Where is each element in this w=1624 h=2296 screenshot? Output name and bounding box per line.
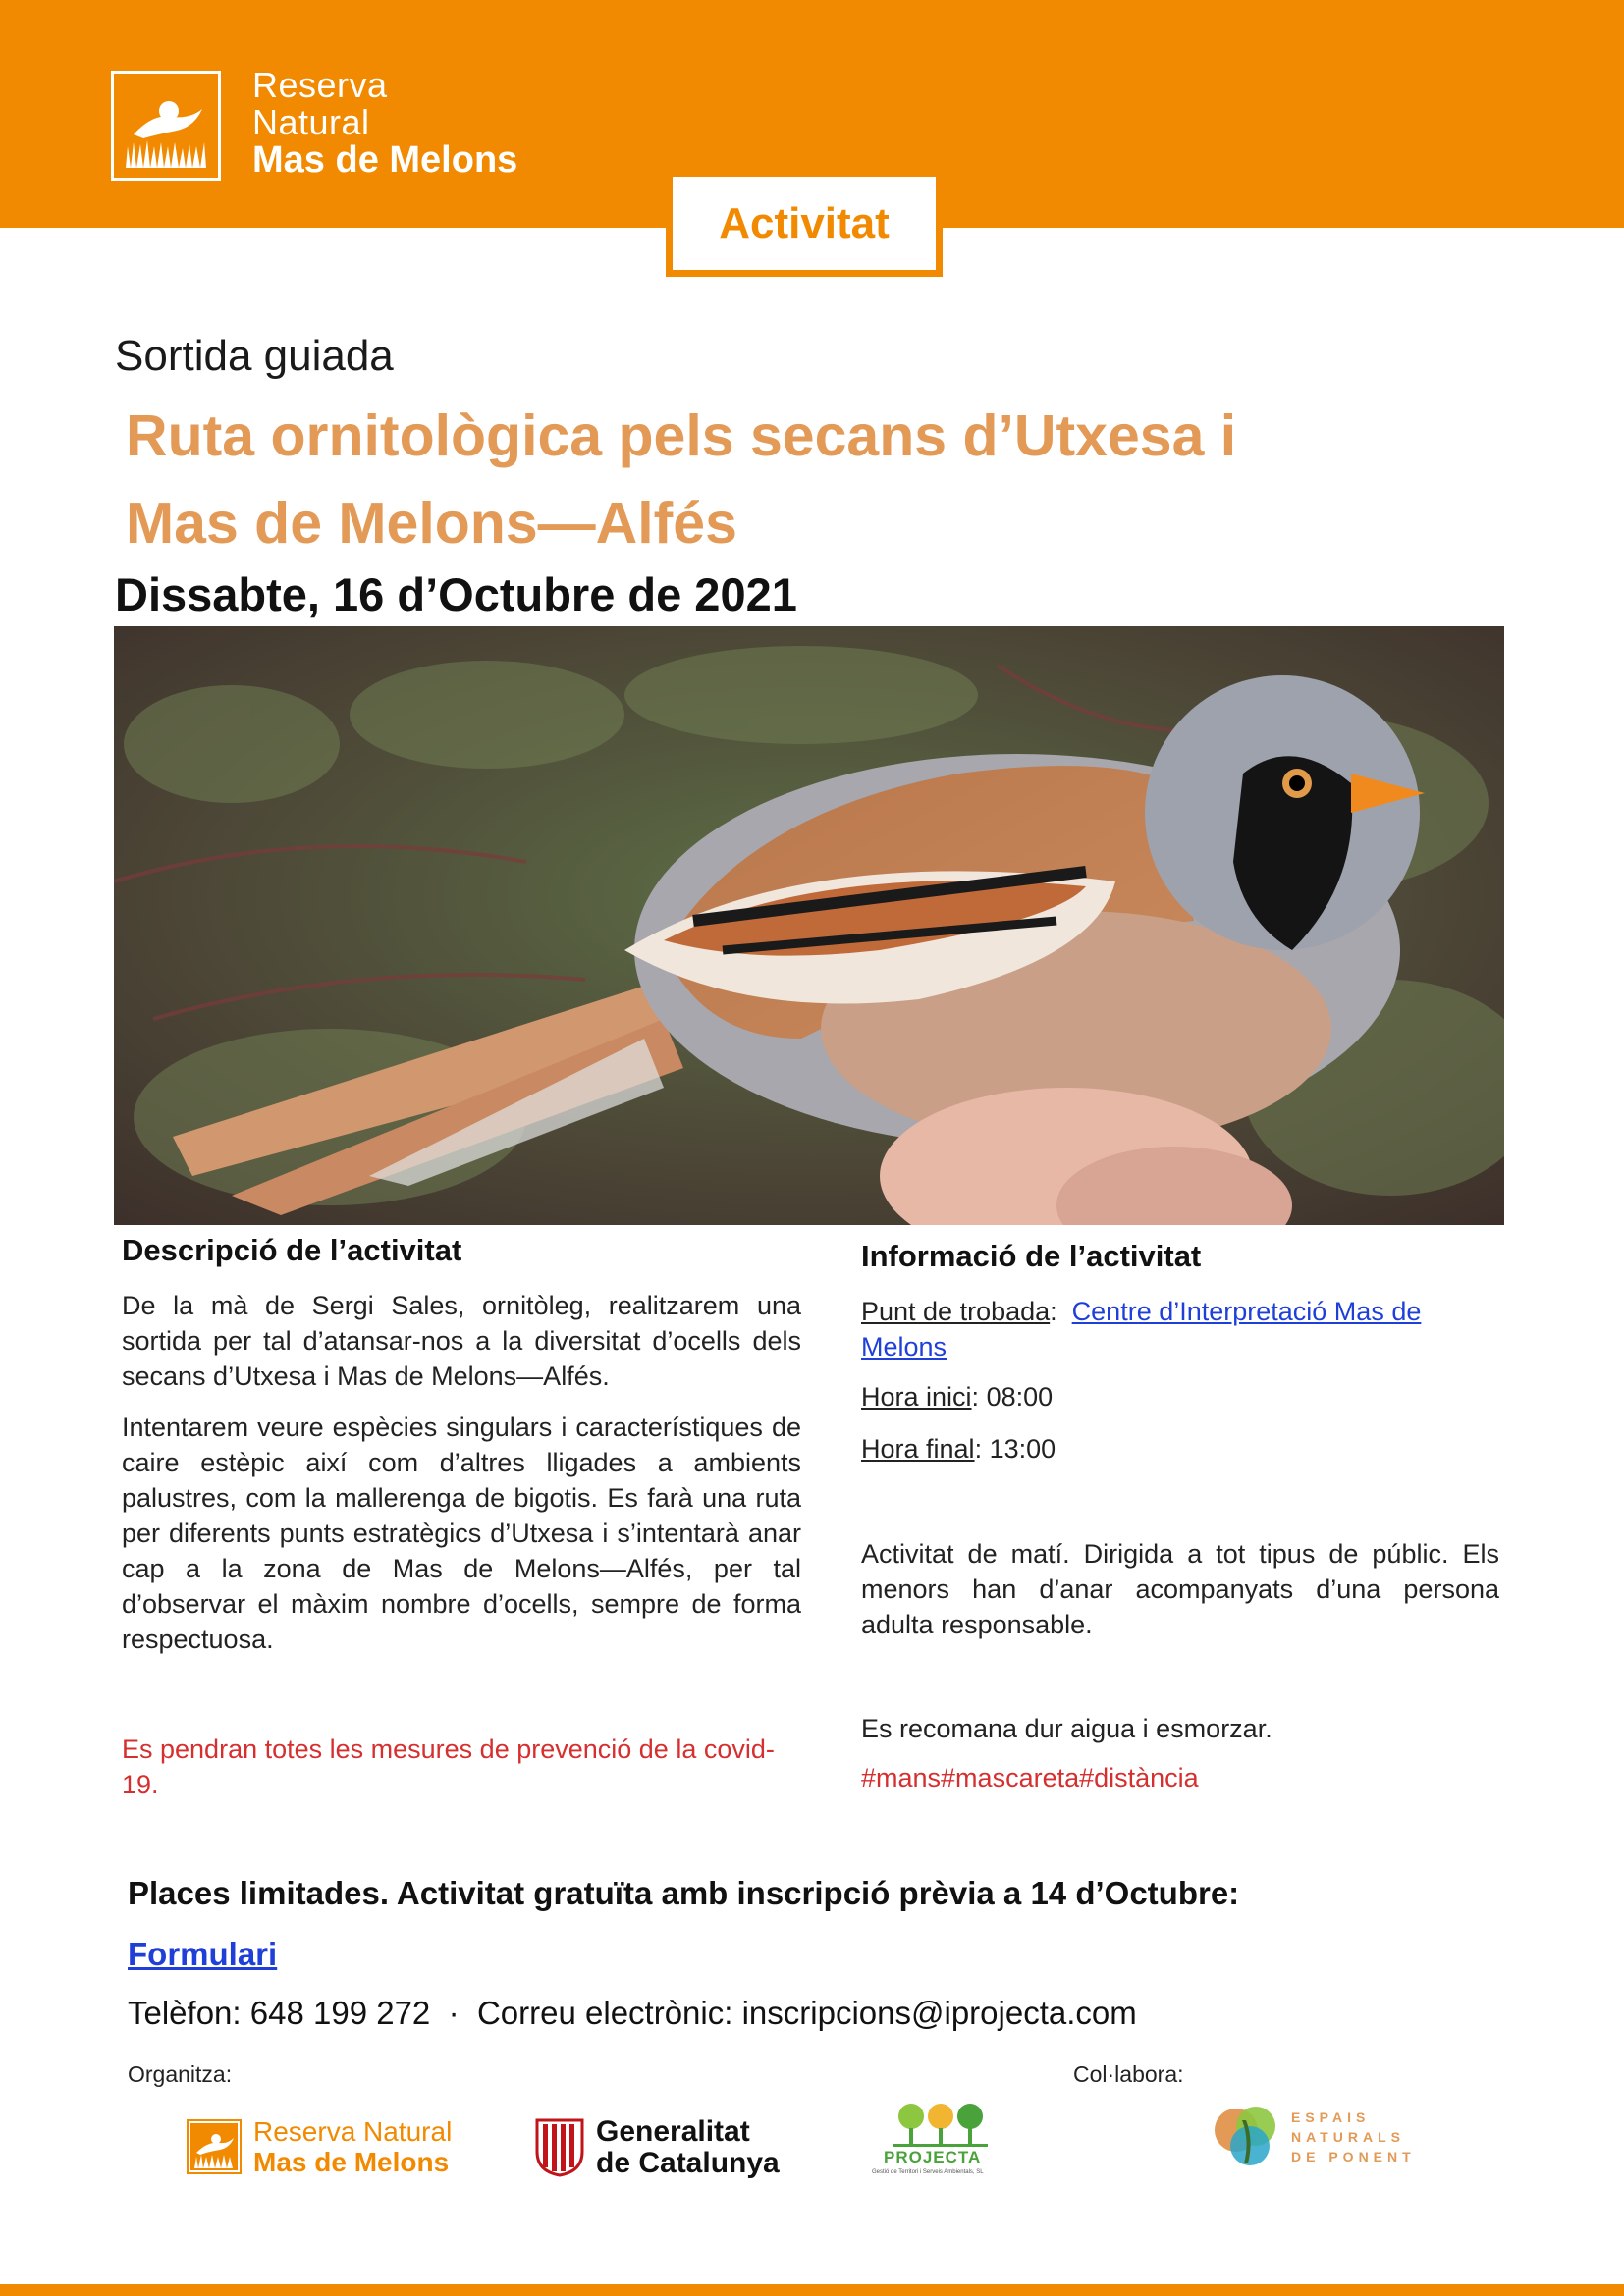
reserva-natural-logo-line-1: Reserva Natural	[253, 2116, 453, 2147]
organizer-label: Organitza:	[128, 2061, 233, 2087]
places-notice: Places limitades. Activitat gratuïta amb inscripció prèvia a 14 d’Octubre:	[128, 1875, 1240, 1911]
description-heading: Descripció de l’activitat	[122, 1233, 462, 1267]
start-time: Hora inici: 08:00	[861, 1382, 1054, 1412]
iprojecta-logo-text: PROJECTA	[884, 2148, 982, 2166]
event-title-line-1: Ruta ornitològica pels secans d’Utxesa i	[126, 403, 1237, 468]
contact-separator: ·	[448, 1995, 460, 2031]
audience-note: Activitat de matí. Dirigida a tot tipus de públic. Els menors han d’anar acompanyats d’una persona adulta responsable.	[861, 1539, 1499, 1639]
hashtags: #mans#mascareta#distància	[861, 1763, 1199, 1792]
end-time-label: Hora final	[861, 1434, 975, 1464]
info-heading: Informació de l’activitat	[861, 1239, 1202, 1273]
espais-naturals-leaf-icon	[1211, 2101, 1283, 2173]
espais-naturals-logo	[1211, 2101, 1416, 2173]
generalitat-logo-line-1: Generalitat	[596, 2115, 750, 2148]
description-paragraph-2: Intentarem veure espècies singulars i característiques de caire estèpic així com d’altres lligades a ambients palustres, com la mallerenga de bigotis. Es farà una ruta per diferents punts estratègics d’Utxesa i s’intentarà anar cap a la zona de Mas de Melons—Alfés, per tal d’observar el màxim nombre d’ocells, sempre de forma respectuosa.	[122, 1413, 801, 1654]
event-date: Dissabte, 16 d’Octubre de 2021	[115, 568, 797, 620]
event-title-line-2: Mas de Melons—Alfés	[126, 491, 737, 556]
generalitat-logo	[535, 2116, 780, 2179]
start-time-label: Hora inici	[861, 1382, 972, 1412]
espais-naturals-logo-line-1: ESPAIS	[1291, 2109, 1371, 2125]
meeting-point-link[interactable]: Centre d’Interpretació Mas de Melons	[861, 1297, 1422, 1362]
form-link[interactable]: Formulari	[128, 1936, 278, 1972]
reserva-bird-logo-icon	[111, 71, 221, 181]
meeting-point-label: Punt de trobada	[861, 1297, 1051, 1326]
end-time-value: 13:00	[989, 1434, 1056, 1464]
event-title	[126, 393, 1520, 567]
recommendation: Es recomana dur aigua i esmorzar.	[861, 1714, 1272, 1743]
phone-label: Telèfon:	[128, 1995, 242, 2031]
email-label: Correu electrònic:	[476, 1995, 733, 2031]
iprojecta-logo-subtext: Gestió de Territori i Serveis Ambientals, SL	[872, 2169, 984, 2175]
reserva-natural-logo-icon	[187, 2119, 242, 2174]
activitat-label: Activitat	[666, 177, 943, 277]
generalitat-shield-icon	[535, 2118, 584, 2177]
email-address[interactable]: inscripcions@iprojecta.com	[741, 1995, 1137, 2031]
event-subtitle: Sortida guiada	[115, 332, 394, 380]
brand-line-1: Reserva	[252, 65, 388, 105]
bird-photo	[114, 626, 1504, 1225]
start-time-value: 08:00	[986, 1382, 1054, 1412]
bottom-bar	[0, 2284, 1624, 2296]
generalitat-logo-line-2: de Catalunya	[596, 2147, 780, 2179]
phone-number: 648 199 272	[249, 1995, 431, 2031]
contact-line	[128, 1995, 1137, 2032]
meeting-point: Punt de trobada: Centre d’Interpretació Mas de Melons	[861, 1297, 1422, 1362]
description-paragraph-1: De la mà de Sergi Sales, ornitòleg, realitzarem una sortida per tal d’atansar-nos a la diversitat d’ocells dels secans d’Utxesa i Mas de Melons—Alfés.	[122, 1291, 801, 1391]
covid-notice: Es pendran totes les mesures de prevenció de la covid-19.	[122, 1735, 775, 1799]
reserva-natural-logo-line-2: Mas de Melons	[253, 2147, 450, 2177]
end-time: Hora final: 13:00	[861, 1434, 1056, 1464]
espais-naturals-logo-line-3: DE PONENT	[1291, 2149, 1416, 2164]
iprojecta-trees-icon	[870, 2101, 1012, 2150]
brand-line-2: Natural	[252, 102, 370, 142]
reserva-natural-logo	[187, 2116, 452, 2177]
brand-line-3: Mas de Melons	[252, 139, 518, 181]
collaborator-label: Col·labora:	[1073, 2061, 1184, 2087]
brand-name	[252, 67, 517, 179]
espais-naturals-logo-line-2: NATURALS	[1291, 2129, 1405, 2145]
iprojecta-logo	[870, 2101, 1012, 2179]
